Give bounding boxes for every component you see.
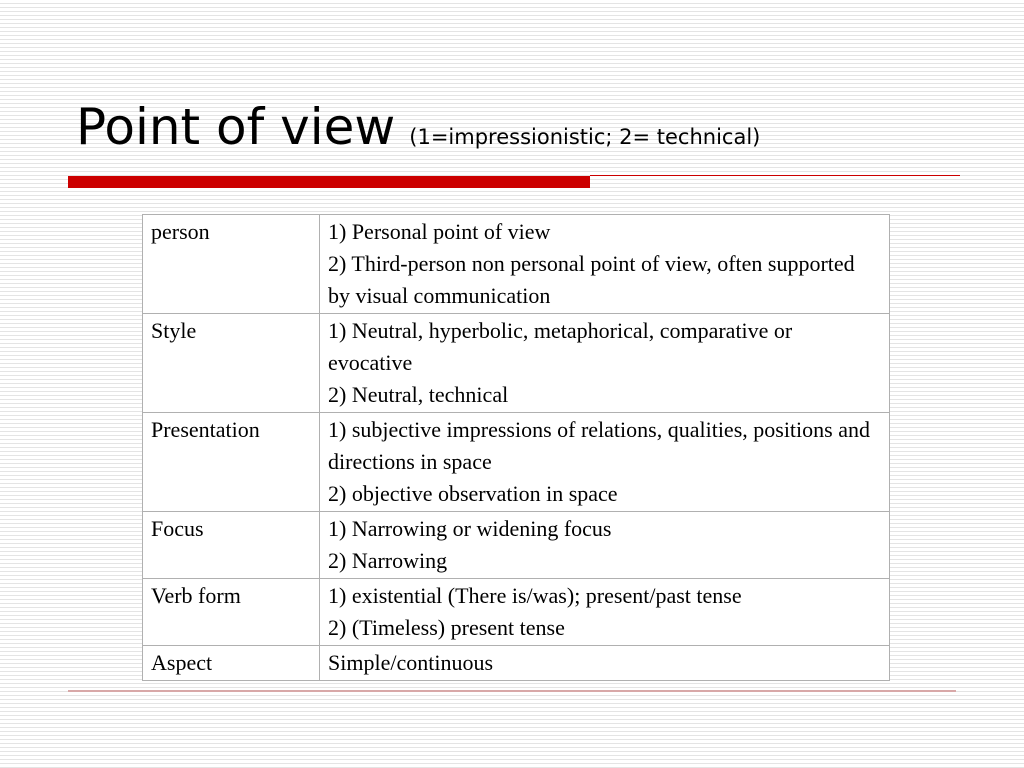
title-subtitle: (1=impressionistic; 2= technical) bbox=[409, 125, 761, 149]
row-label: Verb form bbox=[143, 579, 320, 646]
title-underline-bar bbox=[68, 176, 590, 188]
table-row bbox=[143, 314, 890, 413]
description-line: 1) subjective impressions of relations, qualities, positions and directions in space bbox=[328, 417, 870, 474]
row-label: Focus bbox=[143, 512, 320, 579]
title-underline-line bbox=[590, 175, 960, 176]
table-row bbox=[143, 579, 890, 646]
table-row bbox=[143, 215, 890, 314]
description-line: 1) Personal point of view bbox=[328, 219, 551, 244]
table-row bbox=[143, 512, 890, 579]
row-description bbox=[320, 314, 890, 413]
row-description bbox=[320, 646, 890, 681]
row-description bbox=[320, 215, 890, 314]
description-line: 2) Third-person non personal point of view, often supported by visual communication bbox=[328, 251, 855, 308]
row-label: person bbox=[143, 215, 320, 314]
row-label: Presentation bbox=[143, 413, 320, 512]
footer-rule bbox=[68, 690, 956, 692]
description-line: 1) Neutral, hyperbolic, metaphorical, comparative or evocative bbox=[328, 318, 793, 375]
row-label: Aspect bbox=[143, 646, 320, 681]
description-line: 2) objective observation in space bbox=[328, 481, 618, 506]
table-row bbox=[143, 646, 890, 681]
description-line: 2) Narrowing bbox=[328, 548, 448, 573]
description-line: 1) existential (There is/was); present/past tense bbox=[328, 583, 742, 608]
description-line: 2) (Timeless) present tense bbox=[328, 615, 565, 640]
row-description bbox=[320, 413, 890, 512]
description-line: Simple/continuous bbox=[328, 650, 493, 675]
point-of-view-table bbox=[142, 214, 890, 681]
slide-title bbox=[76, 98, 761, 156]
row-description bbox=[320, 579, 890, 646]
title-main: Point of view bbox=[76, 98, 396, 156]
row-label: Style bbox=[143, 314, 320, 413]
description-line: 1) Narrowing or widening focus bbox=[328, 516, 612, 541]
table-row bbox=[143, 413, 890, 512]
description-line: 2) Neutral, technical bbox=[328, 382, 509, 407]
row-description bbox=[320, 512, 890, 579]
